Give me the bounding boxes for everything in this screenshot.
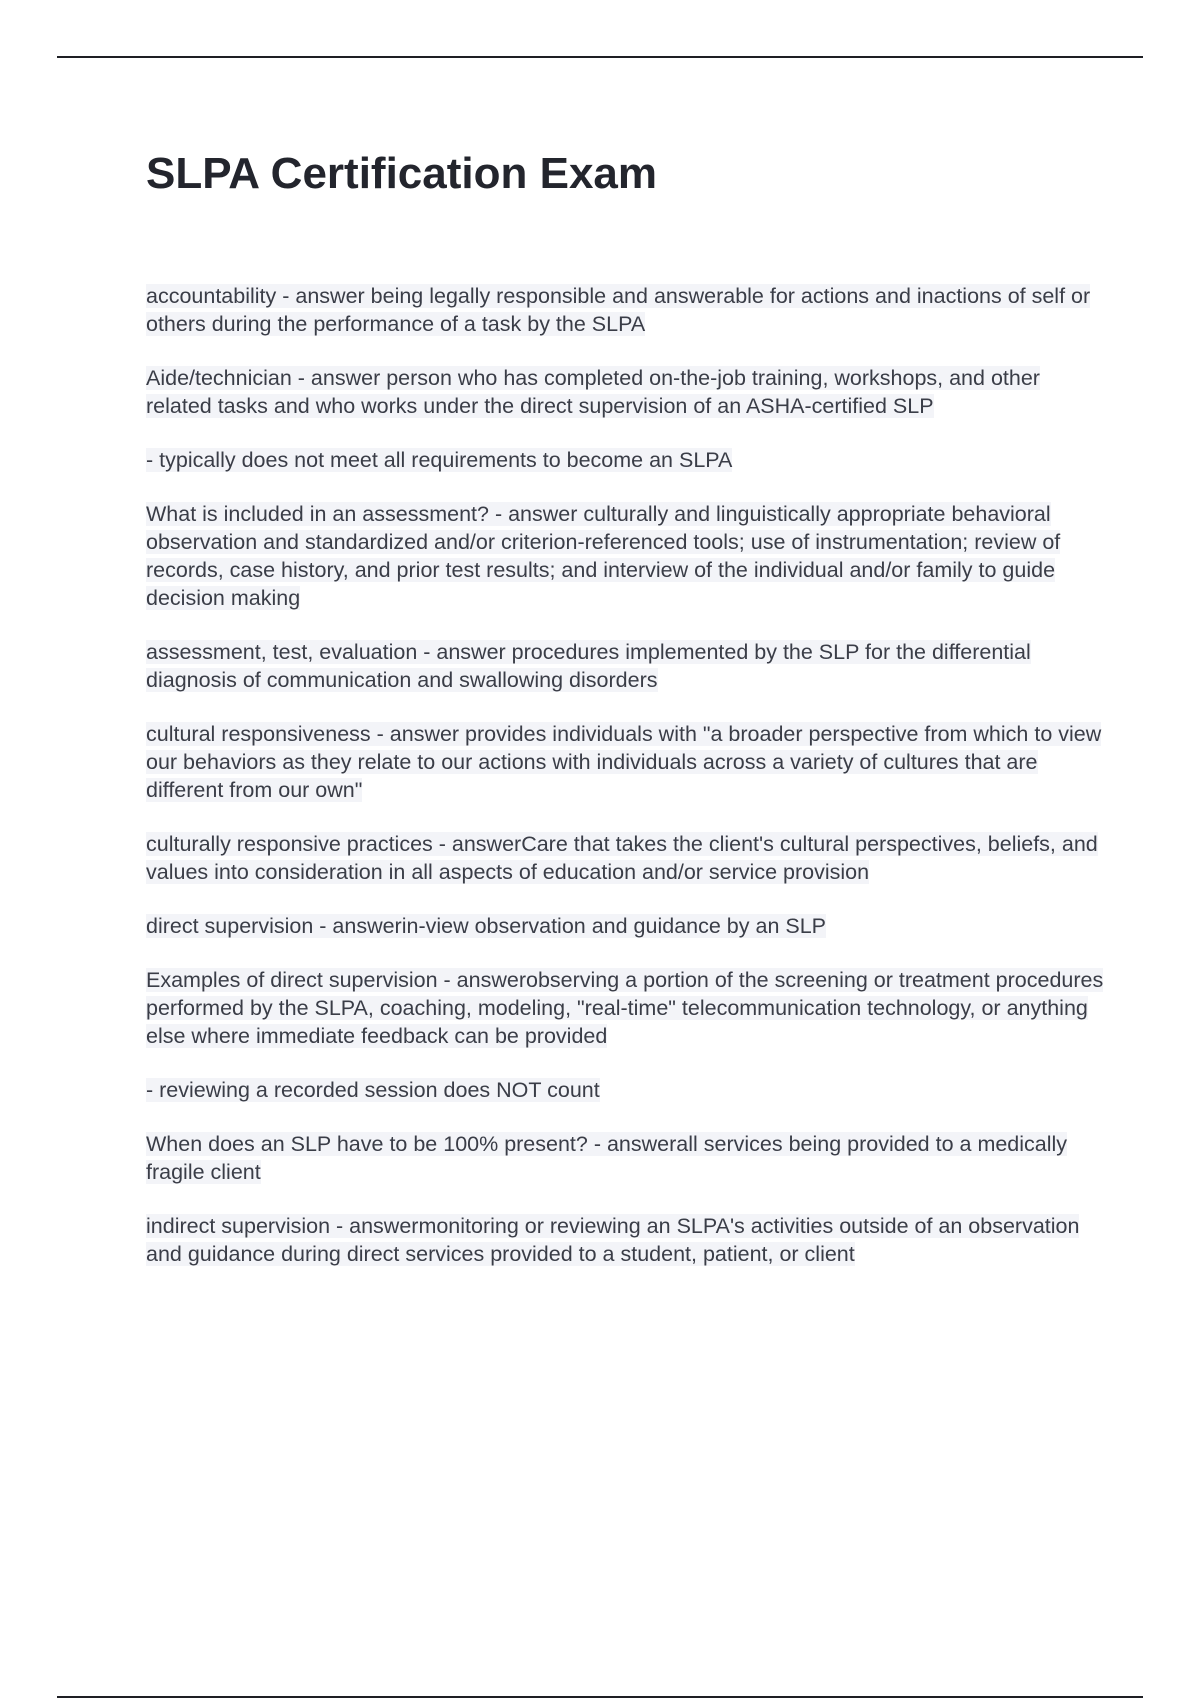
entry-direct-supervision-examples — [146, 966, 1106, 1050]
entry-text: indirect supervision - answermonitoring or reviewing an SLPA's activities outside of an observation and guidance during direct services provided to a student, patient, or client — [146, 1214, 1080, 1266]
entry-aide-technician — [146, 364, 1106, 420]
entry-text: Aide/technician - answer person who has completed on-the-job training, workshops, and other related tasks and who works under the direct supervision of an ASHA-certified SLP — [146, 366, 1040, 418]
entry-accountability — [146, 282, 1106, 338]
entry-text: assessment, test, evaluation - answer procedures implemented by the SLP for the differential diagnosis of communication and swallowing disorders — [146, 640, 1031, 692]
top-rule — [57, 56, 1143, 58]
entry-text: Examples of direct supervision - answerobserving a portion of the screening or treatment procedures performed by the SLPA, coaching, modeling, "real-time" telecommunication technology, or anything else where immediate feedback can be provided — [146, 968, 1104, 1048]
entry-direct-supervision — [146, 912, 1106, 940]
entry-text: accountability - answer being legally responsible and answerable for actions and inactions of self or others during the performance of a task by the SLPA — [146, 284, 1091, 336]
entry-assessment-included — [146, 500, 1106, 612]
entry-text: - reviewing a recorded session does NOT count — [146, 1078, 600, 1102]
entry-text: When does an SLP have to be 100% present? - answerall services being provided to a medically fragile client — [146, 1132, 1068, 1184]
entry-text: cultural responsiveness - answer provides individuals with "a broader perspective from which to view our behaviors as they relate to our actions with individuals across a variety of cultures that are different from our own" — [146, 722, 1102, 802]
entry-indirect-supervision — [146, 1212, 1106, 1268]
entry-text: - typically does not meet all requirements to become an SLPA — [146, 448, 733, 472]
entry-assessment-test-evaluation — [146, 638, 1106, 694]
flashcard-list — [146, 282, 1106, 1268]
document-body — [146, 138, 1106, 1294]
entry-slp-present — [146, 1130, 1106, 1186]
entry-culturally-responsive-practices — [146, 830, 1106, 886]
bottom-rule — [57, 1696, 1143, 1698]
entry-aide-note — [146, 446, 1106, 474]
entry-text: direct supervision - answerin-view observation and guidance by an SLP — [146, 914, 827, 938]
entry-cultural-responsiveness — [146, 720, 1106, 804]
entry-text: culturally responsive practices - answerCare that takes the client's cultural perspectives, beliefs, and values into consideration in all aspects of education and/or service provision — [146, 832, 1098, 884]
entry-text: What is included in an assessment? - answer culturally and linguistically appropriate behavioral observation and standardized and/or criterion-referenced tools; use of instrumentation; review of records, case history, and prior test results; and interview of the individual and/or family to guide decision making — [146, 502, 1061, 610]
entry-recorded-session-note — [146, 1076, 1106, 1104]
document-title: SLPA Certification Exam — [146, 149, 658, 198]
